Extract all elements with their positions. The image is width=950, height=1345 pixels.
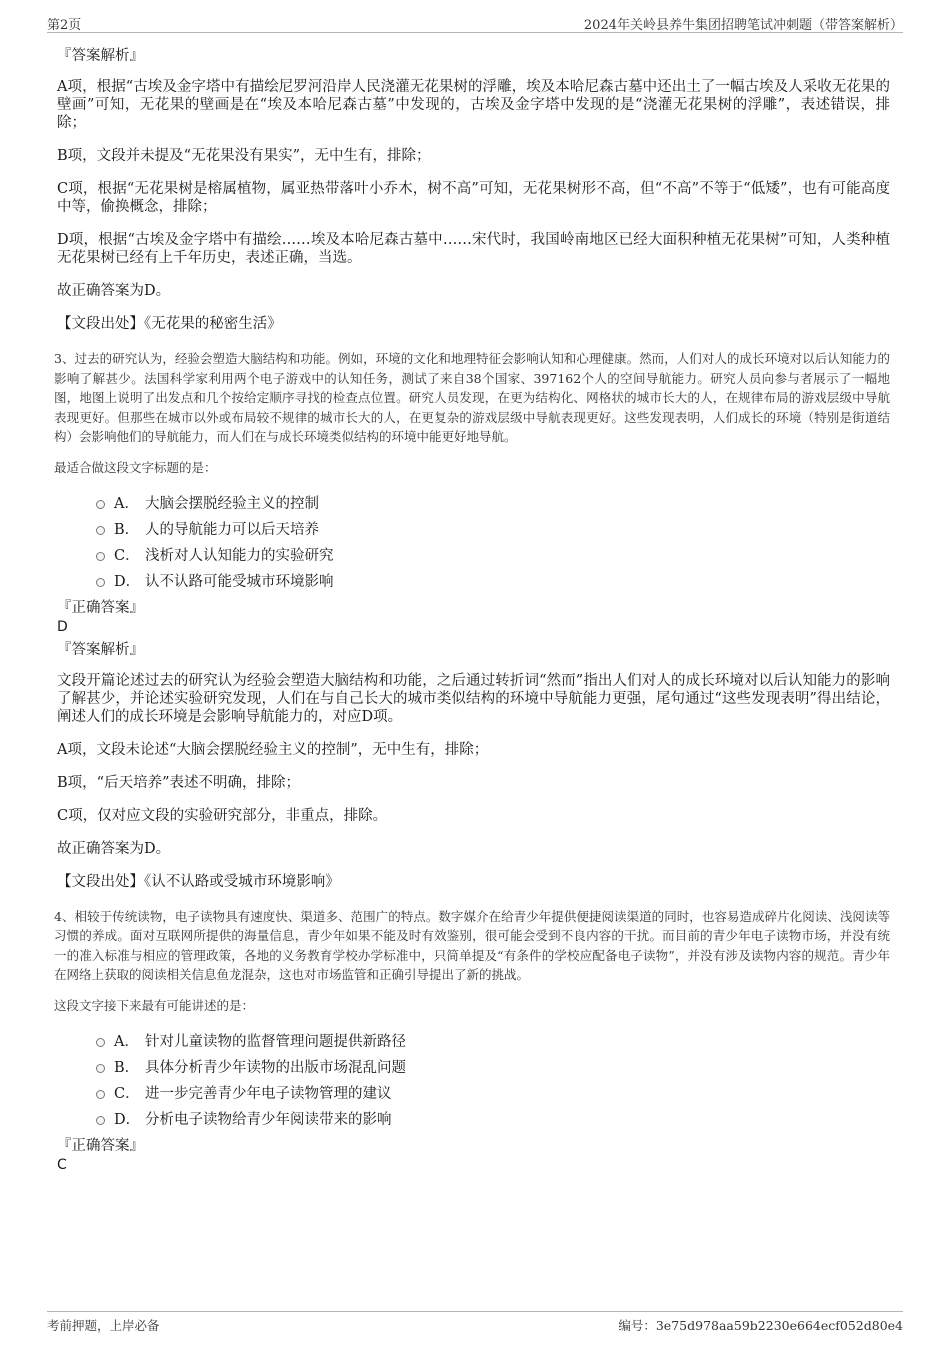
page-number: 第2页 <box>47 18 82 33</box>
q3-analysis-c: C项，仅对应文段的实验研究部分，非重点，排除。 <box>57 807 388 824</box>
q2-analysis-a: A项，根据“古埃及金字塔中有描绘尼罗河沿岸人民浇灌无花果树的浮雕，埃及本哈尼森古墓中还出土了一幅古埃及人采收无花果的壁画”可知，无花果的壁画是在“埃及本哈尼森古墓”中发现的，古埃及金字塔中发现的是“浇灌无花果树的浮雕”，表述错误，排除； <box>57 79 890 131</box>
radio-button[interactable] <box>96 578 105 587</box>
option-text: 认不认路可能受城市环境影响 <box>145 573 334 590</box>
document-title: 2024年关岭县养牛集团招聘笔试冲刺题（带答案解析） <box>583 18 903 33</box>
q3-prompt: 最适合做这段文字标题的是： <box>54 459 217 475</box>
q3-analysis-a: A项，文段未论述“大脑会摆脱经验主义的控制”，无中生有，排除； <box>57 741 489 758</box>
q3-analysis-main: 文段开篇论述过去的研究认为经验会塑造大脑结构和功能，之后通过转折词“然而”指出人们对人的成长环境对以后认知能力的影响了解甚少，并论述实验研究发现，人们在与自己长大的城市类似结构的环境中导航能力更强，尾句通过“这些发现表明”得出结论，阐述人们的成长环境是会影响导航能力的，对应D项。 <box>57 672 890 725</box>
option-text: 具体分析青少年读物的出版市场混乱问题 <box>145 1059 406 1076</box>
q3-conclusion: 故正确答案为D。 <box>57 840 171 857</box>
radio-button[interactable] <box>96 500 105 509</box>
q4-option-b[interactable] <box>94 1055 890 1081</box>
q3-option-d[interactable] <box>94 569 890 595</box>
option-letter: C． <box>114 547 140 564</box>
option-text: 针对儿童读物的监督管理问题提供新路径 <box>145 1033 406 1050</box>
option-letter: B． <box>114 521 140 538</box>
q4-options <box>94 1029 890 1133</box>
q4-option-c[interactable] <box>94 1081 890 1107</box>
option-letter: B． <box>114 1059 140 1076</box>
q3-answer: D <box>57 618 68 635</box>
option-text: 人的导航能力可以后天培养 <box>145 521 319 538</box>
q3-passage: 3、过去的研究认为，经验会塑造大脑结构和功能。例如，环境的文化和地理特征会影响认知和心理健康。然而，人们对人的成长环境对以后认知能力的影响了解甚少。法国科学家利用两个电子游戏中的认知任务，测试了来自38个国家、397162个人的空间导航能力。研究人员向参与者展示了一幅地图，地图上说明了出发点和几个按给定顺序寻找的检查点位置。研究人员发现，在更为结构化、网格状的城市长大的人，在规律布局的游戏层级中导航表现更好。但那些在城市以外或布局较不规律的城市长大的人，在更复杂的游戏层级中导航表现更好。这些发现表明，人们成长的环境（特别是街道结构）会影响他们的导航能力，而人们在与成长环境类似结构的环境中能更好地导航。 <box>54 351 890 444</box>
q4-option-a[interactable] <box>94 1029 890 1055</box>
footer-slogan: 考前押题，上岸必备 <box>47 1318 160 1333</box>
page-content <box>54 46 890 1178</box>
option-letter: D． <box>114 573 141 590</box>
radio-button[interactable] <box>96 526 105 535</box>
q3-answer-label: 『正确答案』 <box>57 599 144 616</box>
q4-prompt: 这段文字接下来最有可能讲述的是： <box>54 997 255 1013</box>
q3-option-c[interactable] <box>94 543 890 569</box>
q4-answer: C <box>57 1156 67 1173</box>
option-letter: D． <box>114 1111 141 1128</box>
q2-source: 【文段出处】《无花果的秘密生活》 <box>57 316 282 332</box>
radio-button[interactable] <box>96 552 105 561</box>
page-footer <box>47 1311 903 1334</box>
option-text: 分析电子读物给青少年阅读带来的影响 <box>145 1111 392 1128</box>
radio-button[interactable] <box>96 1116 105 1125</box>
option-letter: A． <box>114 1033 139 1050</box>
q2-analysis-b: B项，文段并未提及“无花果没有果实”，无中生有，排除； <box>57 148 431 164</box>
radio-button[interactable] <box>96 1064 105 1073</box>
radio-button[interactable] <box>96 1090 105 1099</box>
radio-button[interactable] <box>96 1038 105 1047</box>
q4-answer-label: 『正确答案』 <box>57 1137 144 1154</box>
q3-analysis-label: 『答案解析』 <box>57 641 144 658</box>
q2-conclusion: 故正确答案为D。 <box>57 283 171 299</box>
option-letter: A． <box>114 495 139 512</box>
page-header <box>47 14 903 33</box>
q2-analysis-label: 『答案解析』 <box>57 48 144 64</box>
q4-option-d[interactable] <box>94 1107 890 1133</box>
document-id: 编号：3e75d978aa59b2230e664ecf052d80e4 <box>618 1318 903 1333</box>
q3-option-a[interactable] <box>94 491 890 517</box>
option-letter: C． <box>114 1085 140 1102</box>
option-text: 进一步完善青少年电子读物管理的建议 <box>145 1085 392 1102</box>
q2-analysis-d: D项，根据“古埃及金字塔中有描绘……埃及本哈尼森古墓中……宋代时，我国岭南地区已经大面积种植无花果树”可知，人类种植无花果树已经有上千年历史，表述正确，当选。 <box>57 232 890 266</box>
q4-passage: 4、相较于传统读物，电子读物具有速度快、渠道多、范围广的特点。数字媒介在给青少年提供便捷阅读渠道的同时，也容易造成碎片化阅读、浅阅读等习惯的养成。面对互联网所提供的海量信息，青少年如果不能及时有效鉴别，很可能会受到不良内容的干扰。而目前的青少年电子读物市场，并没有统一的准入标准与相应的管理政策，各地的义务教育学校办学标准中，只简单提及“有条件的学校应配备电子读物”，并没有涉及读物内容的规范。青少年在网络上获取的阅读相关信息鱼龙混杂，这也对市场监管和正确引导提出了新的挑战。 <box>54 908 890 982</box>
q2-analysis-c: C项，根据“无花果树是榕属植物，属亚热带落叶小乔木，树不高”可知，无花果树形不高，但“不高”不等于“低矮”，也有可能高度中等，偷换概念，排除； <box>57 181 890 215</box>
q3-analysis-b: B项，“后天培养”表述不明确，排除； <box>57 774 300 791</box>
q3-option-b[interactable] <box>94 517 890 543</box>
q3-options <box>94 491 890 595</box>
q3-source: 【文段出处】《认不认路或受城市环境影响》 <box>57 873 340 890</box>
option-text: 浅析对人认知能力的实验研究 <box>145 547 334 564</box>
option-text: 大脑会摆脱经验主义的控制 <box>145 495 319 512</box>
